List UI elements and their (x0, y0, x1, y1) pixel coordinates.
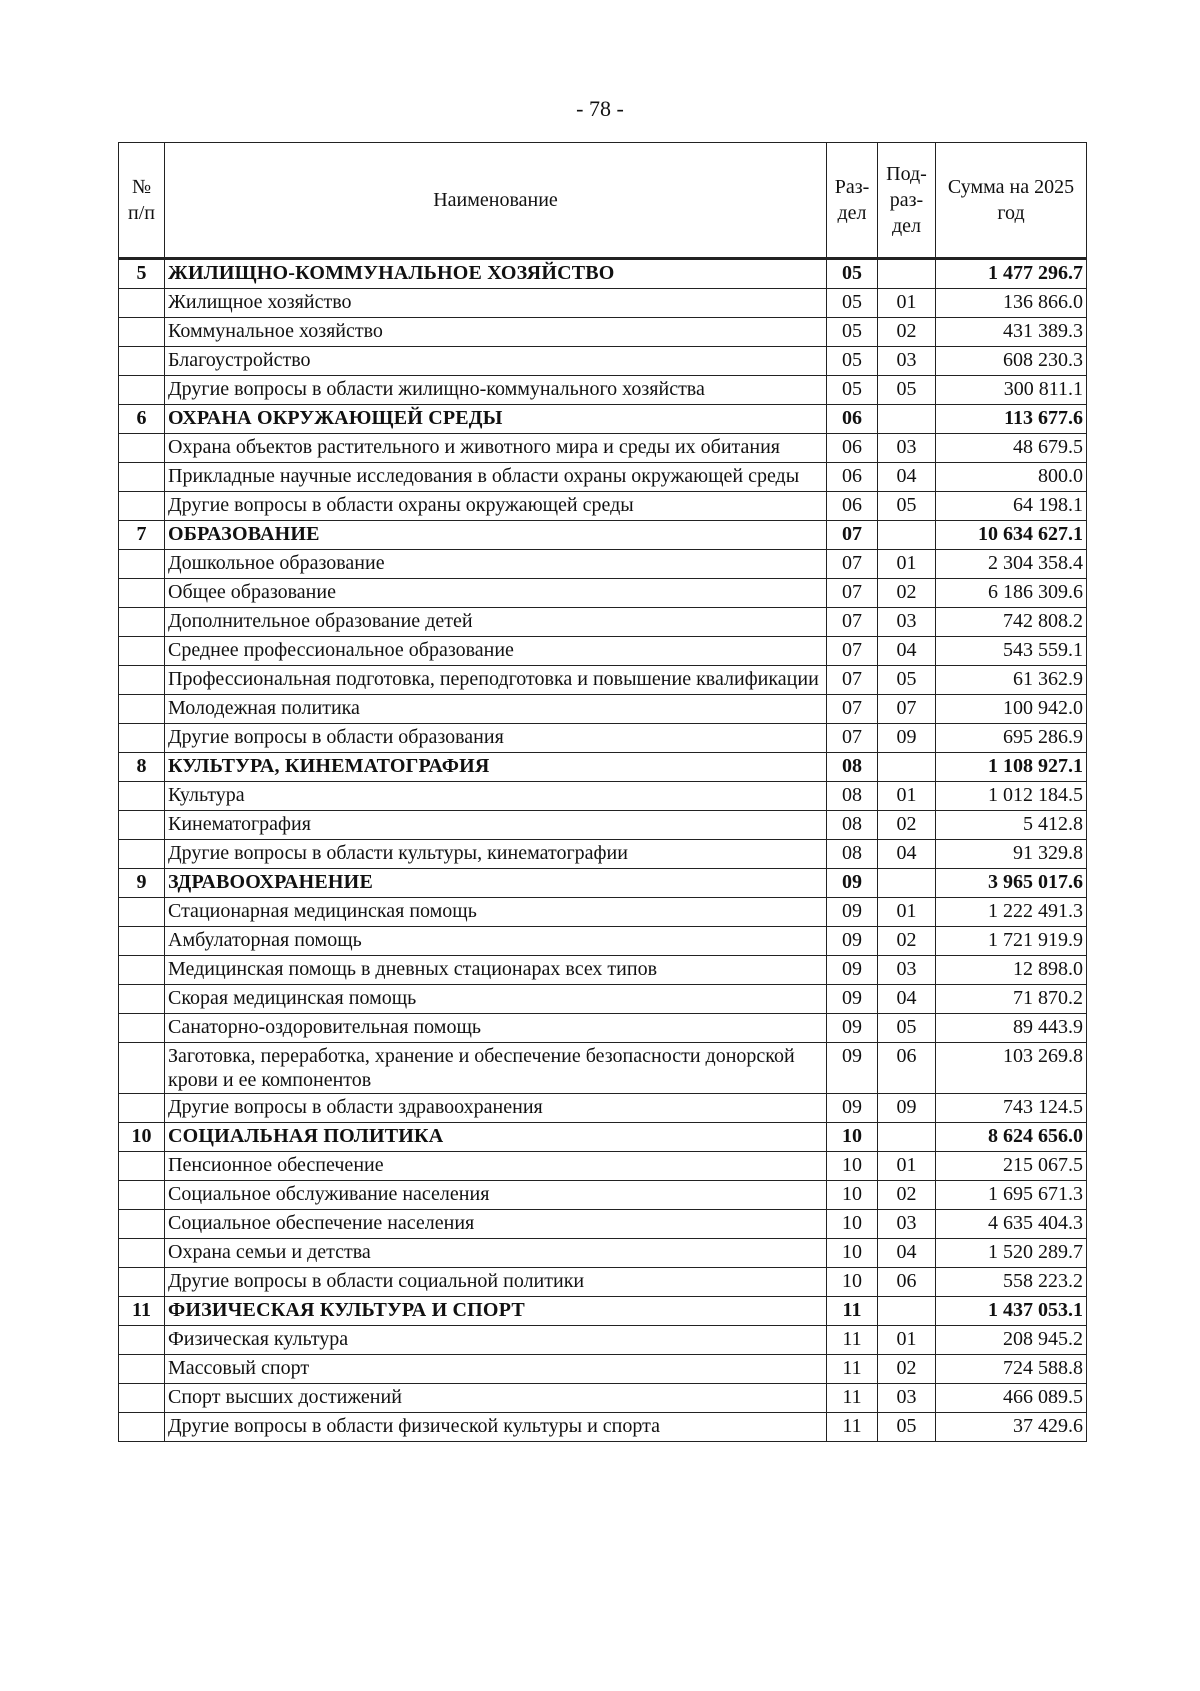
section-row (119, 405, 1087, 434)
row-subsection-code: 02 (878, 1355, 936, 1384)
row-subsection-code: 03 (878, 608, 936, 637)
row-subsection-code: 03 (878, 347, 936, 376)
row-section-code: 08 (827, 782, 878, 811)
row-subsection-code: 04 (878, 463, 936, 492)
table-row (119, 434, 1087, 463)
row-section-code: 07 (827, 550, 878, 579)
row-sum: 1 012 184.5 (936, 782, 1087, 811)
table-body (119, 259, 1087, 1442)
row-name: Массовый спорт (165, 1355, 827, 1384)
row-subsection-code: 09 (878, 1094, 936, 1123)
row-subsection-code (878, 869, 936, 898)
row-name: Прикладные научные исследования в области охраны окружающей среды (165, 463, 827, 492)
row-sum: 558 223.2 (936, 1268, 1087, 1297)
row-number (119, 1210, 165, 1239)
table-row (119, 579, 1087, 608)
row-number (119, 1413, 165, 1442)
row-number (119, 492, 165, 521)
row-subsection-code: 01 (878, 782, 936, 811)
row-section-code: 06 (827, 463, 878, 492)
row-sum: 1 520 289.7 (936, 1239, 1087, 1268)
row-subsection-code: 02 (878, 1181, 936, 1210)
section-row (119, 869, 1087, 898)
row-section-code: 10 (827, 1123, 878, 1152)
row-section-code: 07 (827, 695, 878, 724)
table-row (119, 840, 1087, 869)
row-name: Дополнительное образование детей (165, 608, 827, 637)
row-number (119, 1152, 165, 1181)
row-name: Другие вопросы в области физической культуры и спорта (165, 1413, 827, 1442)
row-subsection-code: 01 (878, 898, 936, 927)
row-subsection-code: 04 (878, 840, 936, 869)
row-name: Скорая медицинская помощь (165, 985, 827, 1014)
table-row (119, 608, 1087, 637)
row-section-code: 11 (827, 1384, 878, 1413)
budget-table (118, 142, 1087, 1442)
row-section-code: 07 (827, 666, 878, 695)
row-section-code: 09 (827, 956, 878, 985)
row-subsection-code: 06 (878, 1268, 936, 1297)
table-row (119, 811, 1087, 840)
section-row (119, 753, 1087, 782)
row-subsection-code: 01 (878, 1326, 936, 1355)
row-subsection-code: 05 (878, 492, 936, 521)
row-section-code: 09 (827, 985, 878, 1014)
row-sum: 48 679.5 (936, 434, 1087, 463)
row-section-code: 05 (827, 259, 878, 289)
row-name: Охрана объектов растительного и животного мира и среды их обитания (165, 434, 827, 463)
row-sum: 743 124.5 (936, 1094, 1087, 1123)
row-subsection-code: 06 (878, 1043, 936, 1094)
table-row (119, 666, 1087, 695)
row-section-code: 08 (827, 753, 878, 782)
row-number (119, 289, 165, 318)
row-name: Заготовка, переработка, хранение и обеспечение безопасности донорской крови и ее компонентов (165, 1043, 827, 1094)
row-section-code: 09 (827, 869, 878, 898)
row-sum: 1 437 053.1 (936, 1297, 1087, 1326)
row-sum: 6 186 309.6 (936, 579, 1087, 608)
row-name: Среднее профессиональное образование (165, 637, 827, 666)
row-number (119, 1326, 165, 1355)
row-section-code: 09 (827, 1094, 878, 1123)
row-section-code: 09 (827, 898, 878, 927)
row-number (119, 579, 165, 608)
row-name: СОЦИАЛЬНАЯ ПОЛИТИКА (165, 1123, 827, 1152)
row-section-code: 07 (827, 521, 878, 550)
row-section-code: 09 (827, 1043, 878, 1094)
row-subsection-code: 04 (878, 637, 936, 666)
row-section-code: 10 (827, 1239, 878, 1268)
row-subsection-code: 04 (878, 1239, 936, 1268)
row-sum: 5 412.8 (936, 811, 1087, 840)
row-number: 10 (119, 1123, 165, 1152)
row-section-code: 09 (827, 1014, 878, 1043)
row-section-code: 10 (827, 1152, 878, 1181)
row-sum: 608 230.3 (936, 347, 1087, 376)
row-sum: 300 811.1 (936, 376, 1087, 405)
row-name: Другие вопросы в области культуры, кинематографии (165, 840, 827, 869)
row-name: Социальное обеспечение населения (165, 1210, 827, 1239)
row-sum: 724 588.8 (936, 1355, 1087, 1384)
section-row (119, 259, 1087, 289)
row-name: Пенсионное обеспечение (165, 1152, 827, 1181)
row-subsection-code (878, 1123, 936, 1152)
row-subsection-code (878, 521, 936, 550)
row-name: Санаторно-оздоровительная помощь (165, 1014, 827, 1043)
row-sum: 1 108 927.1 (936, 753, 1087, 782)
row-number (119, 1268, 165, 1297)
table-row (119, 289, 1087, 318)
row-number (119, 608, 165, 637)
row-subsection-code: 01 (878, 289, 936, 318)
row-subsection-code: 03 (878, 1384, 936, 1413)
table-row (119, 1094, 1087, 1123)
row-number (119, 1043, 165, 1094)
row-sum: 2 304 358.4 (936, 550, 1087, 579)
row-name: Жилищное хозяйство (165, 289, 827, 318)
row-number (119, 1384, 165, 1413)
row-name: Амбулаторная помощь (165, 927, 827, 956)
row-subsection-code: 05 (878, 376, 936, 405)
row-number (119, 898, 165, 927)
row-number (119, 811, 165, 840)
row-number (119, 1355, 165, 1384)
row-number (119, 1181, 165, 1210)
row-subsection-code: 02 (878, 318, 936, 347)
table-row (119, 1014, 1087, 1043)
row-section-code: 10 (827, 1268, 878, 1297)
row-section-code: 05 (827, 318, 878, 347)
row-sum: 64 198.1 (936, 492, 1087, 521)
page-number: - 78 - (576, 96, 624, 121)
table-row (119, 1268, 1087, 1297)
row-number (119, 1014, 165, 1043)
row-name: Кинематография (165, 811, 827, 840)
header-name: Наименование (165, 143, 827, 259)
row-sum: 61 362.9 (936, 666, 1087, 695)
row-sum: 1 477 296.7 (936, 259, 1087, 289)
table-row (119, 985, 1087, 1014)
row-sum: 431 389.3 (936, 318, 1087, 347)
row-section-code: 05 (827, 289, 878, 318)
row-subsection-code: 01 (878, 550, 936, 579)
row-section-code: 07 (827, 724, 878, 753)
row-number (119, 1094, 165, 1123)
row-number (119, 724, 165, 753)
row-name: ФИЗИЧЕСКАЯ КУЛЬТУРА И СПОРТ (165, 1297, 827, 1326)
table-row (119, 637, 1087, 666)
row-number (119, 550, 165, 579)
section-row (119, 1297, 1087, 1326)
table-row (119, 898, 1087, 927)
row-sum: 208 945.2 (936, 1326, 1087, 1355)
row-name: ОБРАЗОВАНИЕ (165, 521, 827, 550)
row-sum: 89 443.9 (936, 1014, 1087, 1043)
row-section-code: 11 (827, 1355, 878, 1384)
table-row (119, 463, 1087, 492)
row-name: КУЛЬТУРА, КИНЕМАТОГРАФИЯ (165, 753, 827, 782)
row-subsection-code: 04 (878, 985, 936, 1014)
row-subsection-code: 07 (878, 695, 936, 724)
row-section-code: 06 (827, 405, 878, 434)
row-name: Другие вопросы в области здравоохранения (165, 1094, 827, 1123)
row-sum: 3 965 017.6 (936, 869, 1087, 898)
row-number: 5 (119, 259, 165, 289)
row-number (119, 985, 165, 1014)
row-subsection-code: 05 (878, 1413, 936, 1442)
row-section-code: 11 (827, 1326, 878, 1355)
row-section-code: 09 (827, 927, 878, 956)
row-name: Физическая культура (165, 1326, 827, 1355)
row-subsection-code: 02 (878, 811, 936, 840)
table-row (119, 347, 1087, 376)
table-row (119, 1239, 1087, 1268)
row-number (119, 1239, 165, 1268)
row-number (119, 840, 165, 869)
table-row (119, 1181, 1087, 1210)
row-number (119, 318, 165, 347)
row-name: Благоустройство (165, 347, 827, 376)
row-sum: 1 721 919.9 (936, 927, 1087, 956)
row-name: Медицинская помощь в дневных стационарах всех типов (165, 956, 827, 985)
row-sum: 800.0 (936, 463, 1087, 492)
row-sum: 466 089.5 (936, 1384, 1087, 1413)
table-row (119, 724, 1087, 753)
row-subsection-code: 03 (878, 434, 936, 463)
row-name: Социальное обслуживание населения (165, 1181, 827, 1210)
row-name: Другие вопросы в области социальной политики (165, 1268, 827, 1297)
row-sum: 1 222 491.3 (936, 898, 1087, 927)
row-sum: 91 329.8 (936, 840, 1087, 869)
row-section-code: 11 (827, 1413, 878, 1442)
row-number (119, 695, 165, 724)
row-name: Дошкольное образование (165, 550, 827, 579)
row-sum: 4 635 404.3 (936, 1210, 1087, 1239)
row-sum: 71 870.2 (936, 985, 1087, 1014)
row-sum: 37 429.6 (936, 1413, 1087, 1442)
row-sum: 1 695 671.3 (936, 1181, 1087, 1210)
row-subsection-code: 05 (878, 1014, 936, 1043)
row-section-code: 05 (827, 376, 878, 405)
row-number (119, 434, 165, 463)
row-name: Профессиональная подготовка, переподготовка и повышение квалификации (165, 666, 827, 695)
row-subsection-code: 02 (878, 579, 936, 608)
row-subsection-code (878, 753, 936, 782)
row-name: Стационарная медицинская помощь (165, 898, 827, 927)
table-row (119, 550, 1087, 579)
table-row (119, 492, 1087, 521)
row-number: 8 (119, 753, 165, 782)
row-section-code: 11 (827, 1297, 878, 1326)
row-name: Спорт высших достижений (165, 1384, 827, 1413)
row-sum: 100 942.0 (936, 695, 1087, 724)
table-row (119, 927, 1087, 956)
header-section: Раз- дел (827, 143, 878, 259)
header-sum: Сумма на 2025 год (936, 143, 1087, 259)
row-name: ОХРАНА ОКРУЖАЮЩЕЙ СРЕДЫ (165, 405, 827, 434)
table-row (119, 1413, 1087, 1442)
row-section-code: 10 (827, 1210, 878, 1239)
row-sum: 695 286.9 (936, 724, 1087, 753)
table-row (119, 1210, 1087, 1239)
row-number (119, 956, 165, 985)
row-sum: 103 269.8 (936, 1043, 1087, 1094)
table-row (119, 376, 1087, 405)
section-row (119, 521, 1087, 550)
row-sum: 742 808.2 (936, 608, 1087, 637)
row-sum: 543 559.1 (936, 637, 1087, 666)
row-section-code: 07 (827, 637, 878, 666)
row-name: ЗДРАВООХРАНЕНИЕ (165, 869, 827, 898)
row-number: 11 (119, 1297, 165, 1326)
row-subsection-code: 05 (878, 666, 936, 695)
row-name: Коммунальное хозяйство (165, 318, 827, 347)
table-row (119, 1152, 1087, 1181)
row-subsection-code (878, 259, 936, 289)
row-subsection-code: 03 (878, 1210, 936, 1239)
row-section-code: 05 (827, 347, 878, 376)
row-number (119, 347, 165, 376)
row-number (119, 376, 165, 405)
row-sum: 136 866.0 (936, 289, 1087, 318)
table-row (119, 1355, 1087, 1384)
row-number (119, 463, 165, 492)
row-number (119, 666, 165, 695)
row-name: Другие вопросы в области охраны окружающей среды (165, 492, 827, 521)
row-name: Другие вопросы в области жилищно-коммунального хозяйства (165, 376, 827, 405)
table-row (119, 695, 1087, 724)
row-section-code: 08 (827, 811, 878, 840)
row-name: Другие вопросы в области образования (165, 724, 827, 753)
row-section-code: 06 (827, 492, 878, 521)
row-name: Молодежная политика (165, 695, 827, 724)
row-sum: 8 624 656.0 (936, 1123, 1087, 1152)
row-number: 9 (119, 869, 165, 898)
table-row (119, 782, 1087, 811)
row-number: 7 (119, 521, 165, 550)
row-section-code: 08 (827, 840, 878, 869)
row-number (119, 927, 165, 956)
row-sum: 215 067.5 (936, 1152, 1087, 1181)
row-subsection-code (878, 1297, 936, 1326)
row-number: 6 (119, 405, 165, 434)
header-subsection: Под- раз- дел (878, 143, 936, 259)
row-subsection-code: 03 (878, 956, 936, 985)
row-sum: 12 898.0 (936, 956, 1087, 985)
row-section-code: 07 (827, 579, 878, 608)
row-name: Охрана семьи и детства (165, 1239, 827, 1268)
table-row (119, 1043, 1087, 1094)
table-header-row (119, 143, 1087, 259)
row-name: Культура (165, 782, 827, 811)
row-name: Общее образование (165, 579, 827, 608)
row-section-code: 06 (827, 434, 878, 463)
section-row (119, 1123, 1087, 1152)
row-sum: 10 634 627.1 (936, 521, 1087, 550)
row-number (119, 782, 165, 811)
table-row (119, 318, 1087, 347)
table-row (119, 1384, 1087, 1413)
row-subsection-code: 01 (878, 1152, 936, 1181)
table-row (119, 956, 1087, 985)
table-row (119, 1326, 1087, 1355)
row-name: ЖИЛИЩНО-КОММУНАЛЬНОЕ ХОЗЯЙСТВО (165, 259, 827, 289)
row-number (119, 637, 165, 666)
row-section-code: 10 (827, 1181, 878, 1210)
row-subsection-code: 09 (878, 724, 936, 753)
row-sum: 113 677.6 (936, 405, 1087, 434)
row-subsection-code: 02 (878, 927, 936, 956)
row-subsection-code (878, 405, 936, 434)
row-section-code: 07 (827, 608, 878, 637)
header-num: № п/п (119, 143, 165, 259)
